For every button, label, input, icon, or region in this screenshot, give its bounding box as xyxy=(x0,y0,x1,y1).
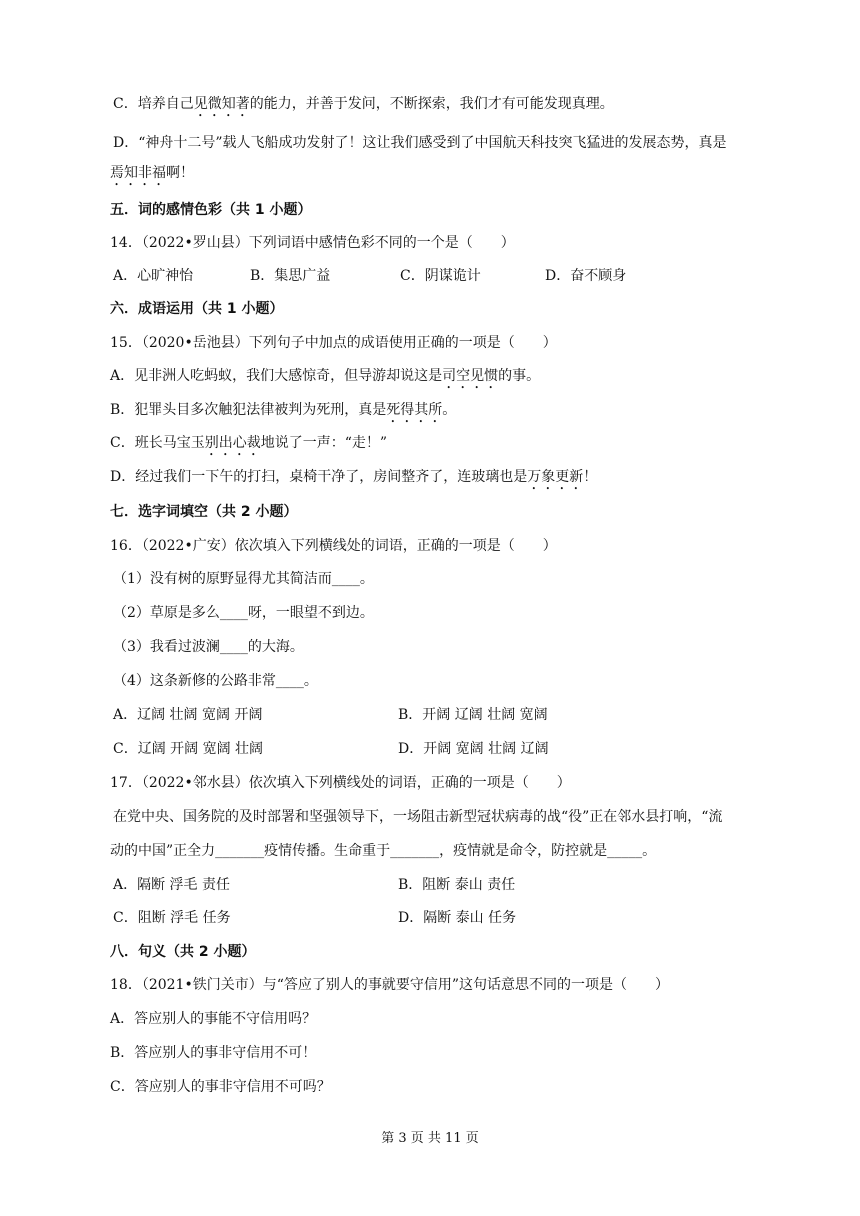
emphasized-idiom: 司空见惯 xyxy=(442,368,499,384)
text-segment: ！ xyxy=(583,469,598,485)
q13-option-d-line1: D．“神舟十二号”载人飞船成功发射了！这让我们感受到了中国航天科技突飞猛进的发展态势，真是 xyxy=(113,135,727,151)
question-14-stem: 14．（2022•罗山县）下列词语中感情色彩不同的一个是（ ） xyxy=(110,235,515,251)
question-15-stem: 15．（2020•岳池县）下列句子中加点的成语使用正确的一项是（ ） xyxy=(110,335,557,351)
q17-option-d: D．隔断 泰山 任务 xyxy=(398,910,517,926)
text-segment: A．见非洲人吃蚂蚁，我们大感惊奇，但导游却说这是 xyxy=(110,368,443,384)
q18-option-b: B．答应别人的事非守信用不可！ xyxy=(110,1045,317,1061)
q14-option-d: D．奋不顾身 xyxy=(545,268,627,284)
text-segment: D．经过我们一下午的打扫，桌椅干净了，房间整齐了，连玻璃也是 xyxy=(110,469,528,485)
text-segment: B．犯罪头目多次触犯法律被判为死刑，真是 xyxy=(110,402,387,418)
q16-option-d: D．开阔 宽阔 壮阔 辽阔 xyxy=(398,741,549,757)
text-segment: 的能力，并善于发问，不断探索，我们才有可能发现真理。 xyxy=(249,96,614,112)
question-16-stem: 16．（2022•广安）依次填入下列横线处的词语，正确的一项是（ ） xyxy=(110,538,557,554)
q16-item-1: （1）没有树的原野显得尤其简洁而____。 xyxy=(113,571,374,587)
question-17-stem: 17．（2022•邻水县）依次填入下列横线处的词语，正确的一项是（ ） xyxy=(110,775,571,791)
q13-option-c xyxy=(113,94,614,120)
q16-option-a: A．辽阔 壮阔 宽阔 开阔 xyxy=(113,707,263,723)
section-heading-5: 五．词的感情色彩（共 1 小题） xyxy=(110,202,312,218)
q16-item-3: （3）我看过波澜____的大海。 xyxy=(113,639,304,655)
q15-option-a xyxy=(110,366,540,392)
question-18-stem: 18．（2021•铁门关市）与“答应了别人的事就要守信用”这句话意思不同的一项是（ ） xyxy=(110,977,670,993)
q18-option-c: C．答应别人的事非守信用不可吗？ xyxy=(110,1079,331,1095)
q16-option-c: C．辽阔 开阔 宽阔 壮阔 xyxy=(113,741,264,757)
q16-item-2: （2）草原是多么____呀，一眼望不到边。 xyxy=(113,605,374,621)
q17-passage-line1: 在党中央、国务院的及时部署和坚强领导下，一场阻击新型冠状病毒的战“役”正在邻水县打响，“流 xyxy=(113,809,723,825)
section-heading-7: 七．选字词填空（共 2 小题） xyxy=(110,504,298,520)
section-heading-6: 六．成语运用（共 1 小题） xyxy=(110,301,284,317)
q14-option-a: A．心旷神怡 xyxy=(113,268,194,284)
emphasized-idiom: 死得其所 xyxy=(386,402,443,418)
emphasized-idiom: 万象更新 xyxy=(527,469,584,485)
q16-item-4: （4）这条新修的公路非常____。 xyxy=(113,673,318,689)
q16-option-b: B．开阔 辽阔 壮阔 宽阔 xyxy=(398,707,548,723)
q18-option-a: A．答应别人的事能不守信用吗？ xyxy=(110,1011,317,1027)
q15-option-c xyxy=(110,433,387,459)
section-heading-8: 八．句义（共 2 小题） xyxy=(110,944,256,960)
emphasized-idiom: 别出心裁 xyxy=(204,435,261,451)
q13-option-d-line2 xyxy=(110,163,194,189)
text-segment: C．培养自己 xyxy=(113,96,194,112)
q17-passage-line2: 动的中国”正全力_______疫情传播。生命重于_______，疫情就是命令，防控就是_____。 xyxy=(110,843,657,859)
q14-option-b: B．集思广益 xyxy=(250,268,331,284)
q17-option-c: C．阻断 浮毛 任务 xyxy=(113,910,231,926)
text-segment: 。 xyxy=(442,402,457,418)
q17-option-b: B．阻断 泰山 责任 xyxy=(398,877,516,893)
q15-option-d xyxy=(110,467,597,493)
text-segment: 地说了一声：“走！” xyxy=(260,435,388,451)
emphasized-idiom: 见微知著 xyxy=(193,96,250,112)
text-segment: C．班长马宝玉 xyxy=(110,435,205,451)
text-segment: 啊！ xyxy=(166,165,194,181)
q14-option-c: C．阴谋诡计 xyxy=(400,268,481,284)
page-footer: 第 3 页 共 11 页 xyxy=(381,1131,479,1146)
emphasized-idiom: 焉知非福 xyxy=(110,165,166,181)
text-segment: 的事。 xyxy=(498,368,541,384)
q17-option-a: A．隔断 浮毛 责任 xyxy=(113,877,231,893)
q15-option-b xyxy=(110,400,456,426)
